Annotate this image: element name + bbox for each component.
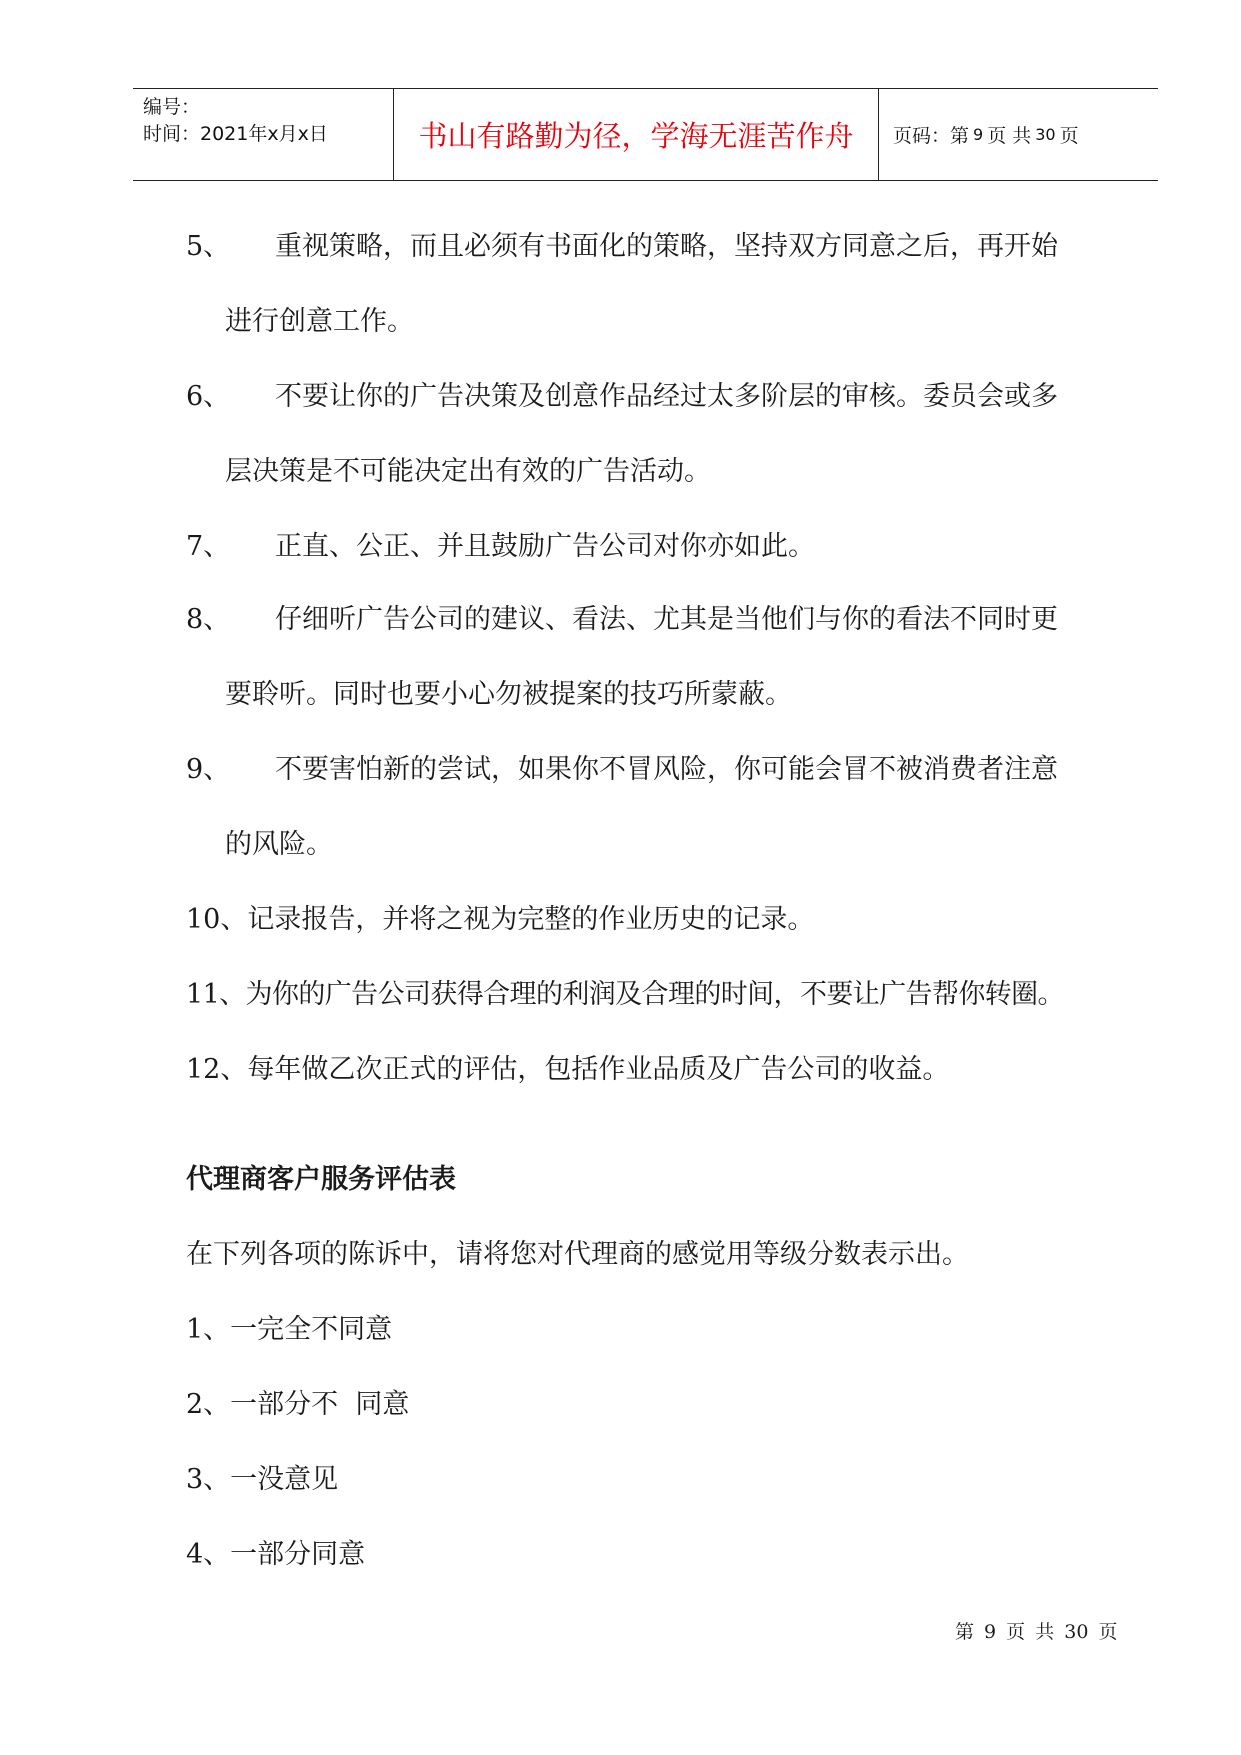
item-number: 7、 [186,531,231,562]
serial-number-label: 编号： [143,96,201,118]
item-number: 6、 [186,381,231,412]
page-footer: 第 9 页 共 30 页 [955,1621,1118,1643]
header-motto: 书山有路勤为径，学海无涯苦作舟 [394,89,879,180]
item-text: 重视策略，而且必须有书面化的策略，坚持双方同意之后，再开始 [275,231,1058,262]
item-number: 5、 [186,231,231,262]
item-continuation: 进行创意工作。 [225,306,414,337]
item-number: 8、 [186,604,231,635]
section-intro: 在下列各项的陈诉中，请将您对代理商的感觉用等级分数表示出。 [186,1239,969,1270]
header-page-number [879,89,1158,180]
section-title: 代理商客户服务评估表 [186,1164,456,1195]
scale-item: 2、一部分不 同意 [186,1389,410,1420]
item-continuation: 的风险。 [225,829,333,860]
page-label-mid: 页 共 [987,125,1032,147]
page-label-prefix: 页码：第 [893,125,970,147]
item-text: 仔细听广告公司的建议、看法、尤其是当他们与你的看法不同时更 [275,604,1058,635]
scale-item: 1、一完全不同意 [186,1314,393,1345]
item-continuation: 要聆听。同时也要小心勿被提案的技巧所蒙蔽。 [225,679,792,710]
item-continuation: 层决策是不可能决定出有效的广告活动。 [225,456,711,487]
page-current: 9 [973,125,984,144]
item-text: 不要让你的广告决策及创意作品经过太多阶层的审核。委员会或多 [275,381,1058,412]
list-item: 12、每年做乙次正式的评估，包括作业品质及广告公司的收益。 [186,1054,950,1085]
list-item: 10、记录报告，并将之视为完整的作业历史的记录。 [186,904,815,935]
date-label: 时间：2021年x月x日 [143,123,328,145]
scale-item: 4、一部分同意 [186,1539,366,1570]
document-header [133,88,1158,181]
item-text: 不要害怕新的尝试，如果你不冒风险，你可能会冒不被消费者注意 [275,754,1058,785]
item-number: 9、 [186,754,231,785]
item-text: 正直、公正、并且鼓励广告公司对你亦如此。 [275,531,815,562]
list-item: 11、为你的广告公司获得合理的利润及合理的时间，不要让广告帮你转圈。 [186,979,1064,1010]
page-label-suffix: 页 [1059,125,1079,147]
page-total: 30 [1035,125,1056,144]
scale-item: 3、一没意见 [186,1464,339,1495]
header-meta-cell [133,89,394,180]
